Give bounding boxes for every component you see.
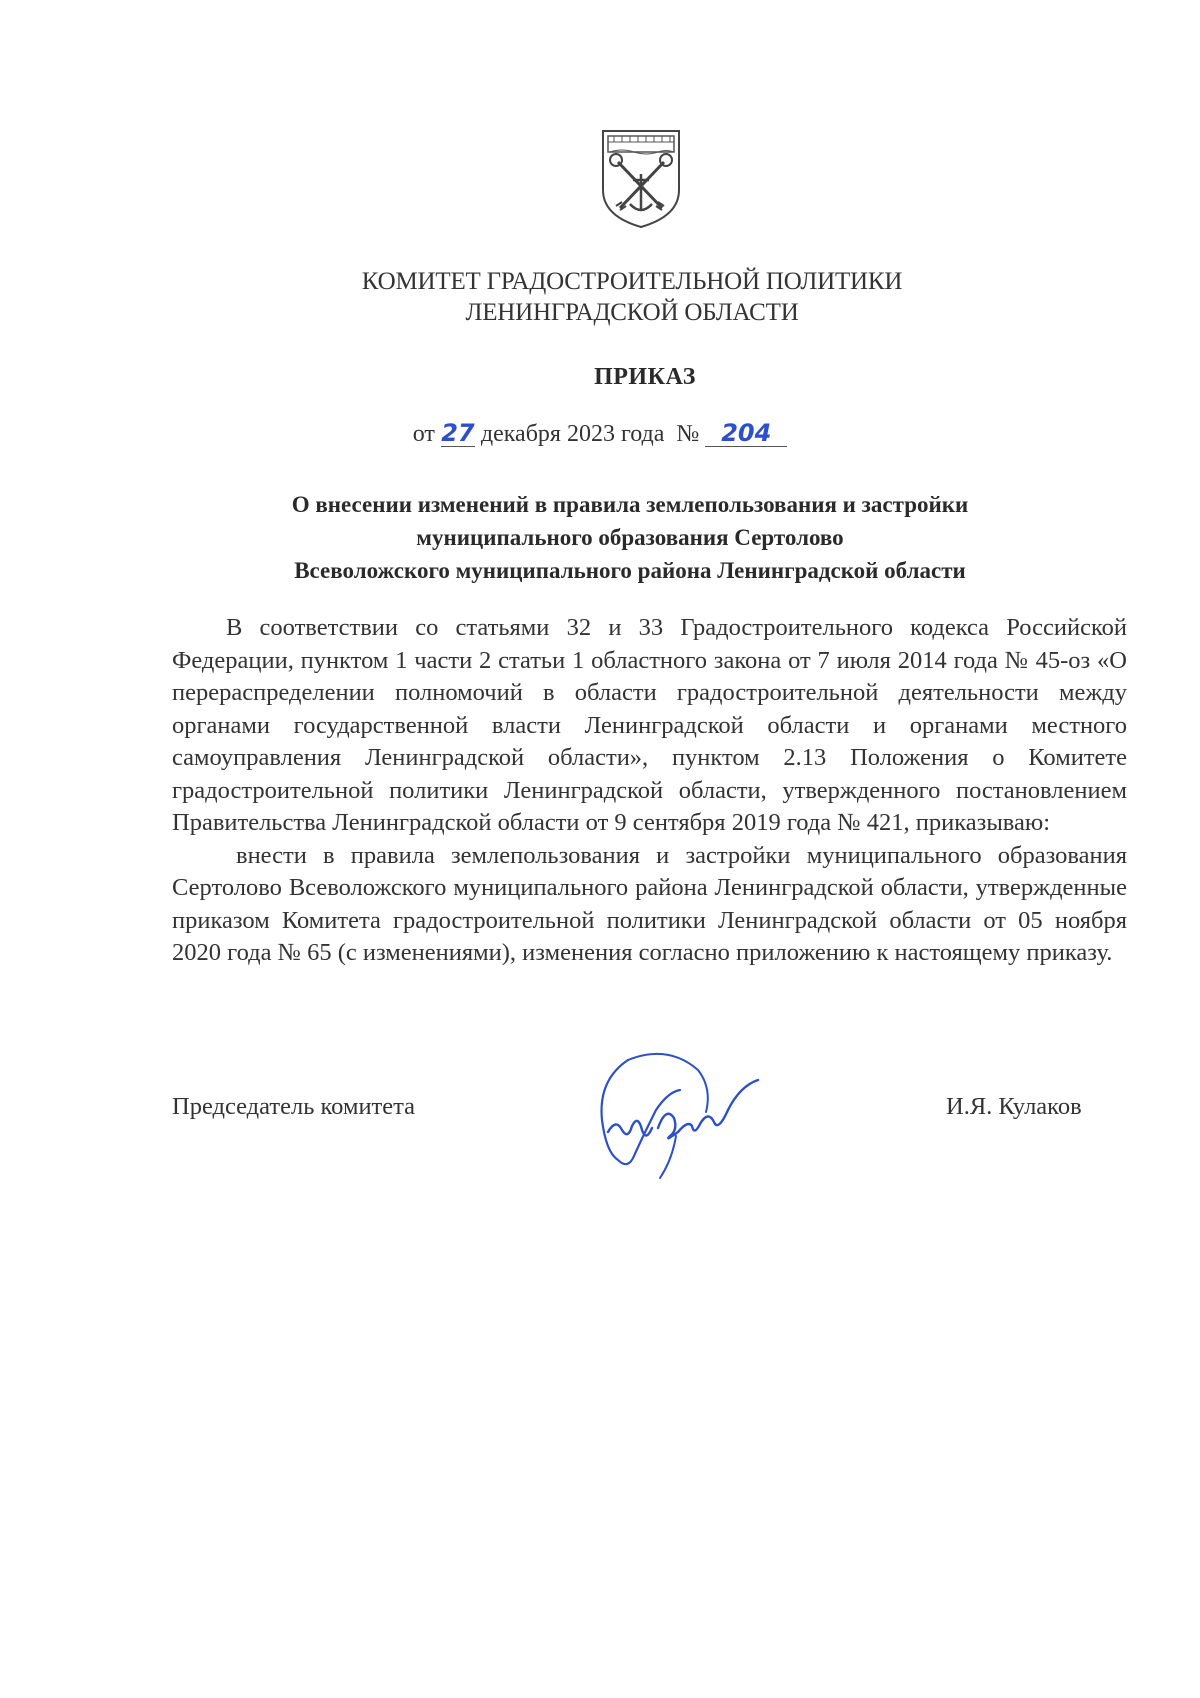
subject-line-3: Всеволожского муниципального района Ленинградской области <box>294 558 966 583</box>
signatory-name: И.Я. Кулаков <box>946 1093 1082 1120</box>
order-number: 204 <box>705 420 787 447</box>
order-body <box>172 612 1127 970</box>
org-line-1: КОМИТЕТ ГРАДОСТРОИТЕЛЬНОЙ ПОЛИТИКИ <box>361 268 903 295</box>
order-prefix: от <box>412 421 435 447</box>
order-day: 27 <box>441 419 475 447</box>
org-line-2: ЛЕНИНГРАДСКОЙ ОБЛАСТИ <box>465 299 799 326</box>
subject-line-2: муниципального образования Сертолово <box>416 525 844 550</box>
body-paragraph-2: внести в правила землепользования и застройки муниципального образования Сертолово Всеволожского муниципального района Ленинградской области, утвержденные приказом Комитета градостроительной политики Ленинградской области от 05 ноября 2020 года № 65 (с изменениями), изменения согласно приложению к настоящему приказу. <box>172 841 1127 966</box>
subject-line-1: О внесении изменений в правила землепользования и застройки <box>291 492 969 517</box>
order-month-year: декабря 2023 года <box>480 421 665 447</box>
document-type: ПРИКАЗ <box>594 364 696 390</box>
body-paragraph-1: В соответствии со статьями 32 и 33 Градостроительного кодекса Российской Федерации, пунктом 1 части 2 статьи 1 областного закона от 7 июля 2014 года № 45-оз «О перераспределении полномочий в области градостроительной деятельности между органами государственной власти Ленинградской области и органами местного самоуправления Ленинградской области», пунктом 2.13 Положения о Комитете градостроительной политики Ленинградской области, утвержденного постановлением Правительства Ленинградской области от 9 сентября 2019 года № 421, приказываю: <box>172 614 1127 836</box>
organization-name <box>300 266 964 328</box>
number-sign: № <box>676 421 700 447</box>
order-date-number <box>0 420 1200 448</box>
coat-of-arms-icon <box>600 128 682 230</box>
order-subject <box>220 488 1040 587</box>
handwritten-signature-icon <box>588 1040 808 1180</box>
signatory-role: Председатель комитета <box>172 1093 416 1120</box>
